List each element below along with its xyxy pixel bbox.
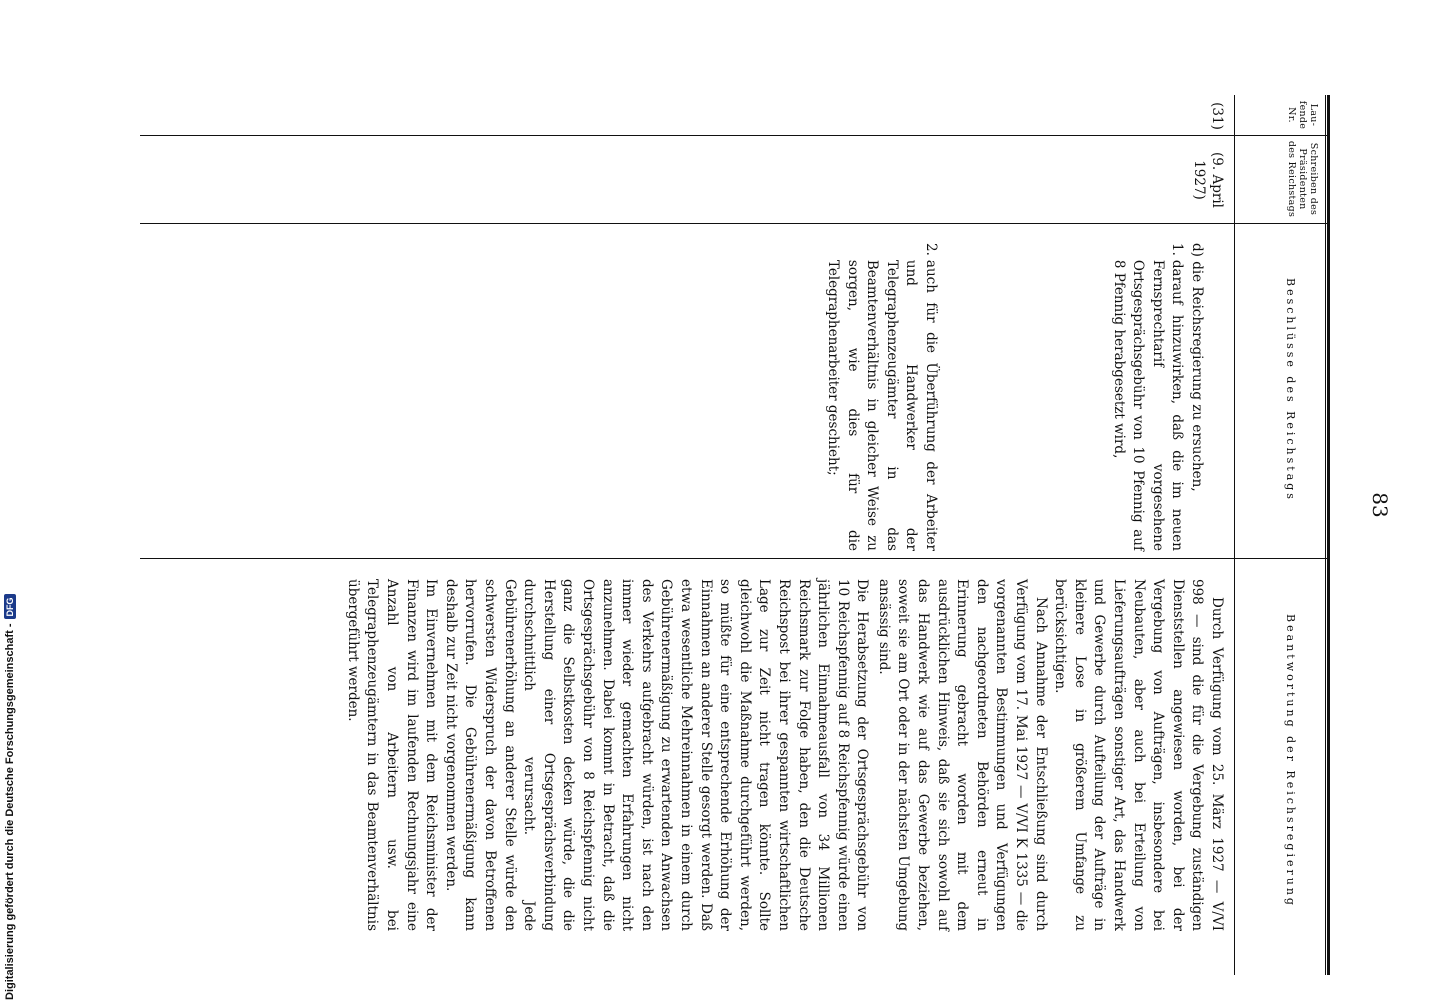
item-number: 2. — [923, 243, 940, 256]
item-number: 1. — [1169, 243, 1186, 256]
table-top-rule — [1327, 95, 1330, 975]
answer-paragraph: Durch Verfügung vom 25. März 1927 — V/VI 998 — sind die für die Vergebung zuständigen Dienststellen angewiesen worden, bei der Vergebung von Aufträgen, insbesondere bei Neubauten, aber auch bei Erteilung von Lieferungsaufträgen sonstiger Art, das Handwerk und Gewerbe durch Aufteilung der Aufträge in kleinere Lose in größerem Umfange zu berücksichtigen. — [1052, 579, 1225, 931]
page-number: 83 — [1368, 492, 1392, 518]
table-top-rule-thin — [1325, 95, 1326, 975]
header-lfd-nr: Lau-fende Nr. — [1286, 100, 1319, 130]
column-separator — [140, 223, 1330, 224]
resolution-intro: d) die Reichsregierung zu ersuchen, — [1189, 243, 1205, 492]
resolution-item — [822, 243, 940, 551]
digitization-credit — [0, 0, 22, 1000]
government-answer — [342, 579, 1226, 931]
resolution-item — [1108, 243, 1186, 551]
dfg-logo: DFG — [4, 594, 16, 619]
header-beschluesse: Beschlüsse des Reichstags — [1284, 278, 1297, 502]
header-beantwortung: Beantwortung der Reichsregierung — [1284, 614, 1297, 908]
answer-paragraph: Die Herabsetzung der Ortsgesprächsgebühr von 10 Reichspfennig auf 8 Reichspfennig würde einen jährlichen Einnahmeausfall von 34 Millionen Reichsmark zur Folge haben, den die Deutsche Reichspost bei ihrer gespannten wirtschaftlichen Lage zur Zeit nicht tragen könnte. Sollte gleichwohl die Maßnahme durchgeführt werden, so müßte für eine entsprechende Erhöhung der Einnahmen an anderer Stelle gesorgt werden. Daß etwa wesentliche Mehreinnahmen in einem durch Gebührenermäßigung zu erwartenden Anwachsen des Verkehrs aufgebracht würden, ist nach den immer wieder gemachten Erfahrungen nicht anzunehmen. Dabei kommt in Betracht, daß die Ortsgesprächsgebühr von 8 Reichspfennig nicht ganz die Selbstkosten decken würde, die die Herstellung einer Ortsgesprächsverbindung durchschnittlich verursacht. Jede Gebührenerhöhung an anderer Stelle würde den schwersten Widerspruch der davon Betroffenen hervorrufen. Die Gebührenermäßigung kann deshalb zur Zeit nicht vorgenommen werden. — [442, 579, 871, 931]
answer-paragraph: Im Einvernehmen mit dem Reichsminister der Finanzen wird im laufenden Rechnungsjahr eine Anzahl von Arbeitern usw. bei Telegraphenzeugämtern in das Beamtenverhältnis übergeführt werden. — [344, 579, 440, 931]
answer-paragraph: Nach Annahme der Entschließung sind durch Verfügung vom 17. Mai 1927 — V/VI K 1335 — die vorgenannten Bestimmungen und Verfügungen den nachgeordneten Behörden erneut in Erinnerung gebracht worden mit dem ausdrücklichen Hinweis, daß sie sich sowohl auf das Handwerk wie auf das Gewerbe beziehen, soweit sie am Ort oder in der nächsten Umgebung ansässig sind. — [875, 579, 1049, 931]
document-page — [140, 95, 1392, 975]
header-schreiben: Schreiben des Präsidenten des Reichstags — [1286, 140, 1319, 218]
entry-number: (31) — [1209, 102, 1225, 130]
credit-text: Digitalisierung gefördert durch die Deutsche Forschungsgemeinschaft - — [4, 623, 16, 1000]
item-text: auch für die Überführung der Arbeiter und Handwerker der Telegraphenzeugämter in das Beamtenverhältnis in gleicher Weise zu sorgen, wie dies für die Telegraphenarbeiter geschieht; — [825, 259, 940, 551]
entry-date: (9. April 1927) — [1191, 152, 1225, 208]
column-separator — [140, 135, 1330, 136]
item-text: darauf hinzuwirken, daß die im neuen Fernsprechtarif vorgesehene Ortsgesprächsgebühr von 10 Pfennig auf 8 Pfennig herabgesetzt wird, — [1110, 259, 1186, 551]
column-separator — [140, 558, 1330, 559]
resolution-text — [822, 243, 1206, 551]
table-header-rule — [1234, 95, 1235, 975]
